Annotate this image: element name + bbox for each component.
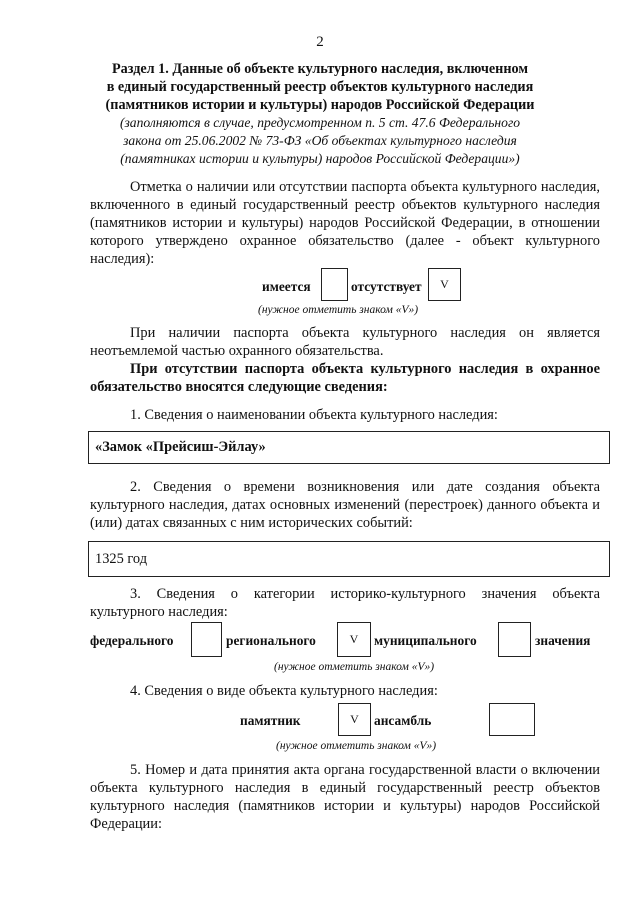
section-title-line: Раздел 1. Данные об объекте культурного наследия, включенном [111,61,528,77]
regional-checkbox[interactable]: V [337,622,371,657]
item4-label: 4. Сведения о виде объекта культурного наследия: [130,683,438,699]
monument-checkbox[interactable]: V [338,703,371,736]
option-present-label: имеется [262,279,311,294]
item3-label: 3. Сведения о категории историко-культурного значения объекта культурного наследия: [90,586,600,620]
section-title [60,60,580,114]
option-monument-label: памятник [240,713,301,728]
present-checkbox[interactable] [321,268,348,301]
creation-date-field[interactable]: 1325 год [88,541,610,577]
object-name-field[interactable]: «Замок «Прейсиш-Эйлау» [88,431,610,464]
option-ensemble-label: ансамбль [374,713,432,728]
federal-checkbox[interactable] [191,622,222,657]
passport-paragraph: Отметка о наличии или отсутствии паспорта объекта культурного наследия, включенного в единый государственный реестр объектов культурного наследия (памятников истории и культуры) народов Российской Федерации, в отношении которого утверждено охранное обязательство (далее - объект культурного наследия): [90,179,600,267]
section-title-line: в единый государственный реестр объектов культурного наследия [106,79,534,95]
passport-absent-paragraph: При отсутствии паспорта объекта культурного наследия в охранное обязательство вносятся следующие сведения: [90,361,600,395]
municipal-checkbox[interactable] [498,622,531,657]
type-note: (нужное отметить знаком «V») [276,740,437,752]
section-title-line: (памятников истории и культуры) народов Российской Федерации [105,97,535,113]
option-regional-label: регионального [226,633,316,648]
absent-checkbox[interactable]: V [428,268,461,301]
item2-label: 2. Сведения о времени возникновения или дате создания объекта культурного наследия, датах основных изменений (перестроек) данного объекта и (или) датах связанных с ним исторических событий: [90,479,600,531]
item5-label: 5. Номер и дата принятия акта органа государственной власти о включении объекта культурного наследия в единый государственный реестр объектов культурного наследия (памятников истории и культуры) народов Российской Федерации: [90,762,600,832]
section-subtitle-line: закона от 25.06.2002 № 73-ФЗ «Об объектах культурного наследия [123,133,517,148]
option-municipal-label: муниципального [374,633,477,648]
item1-label: 1. Сведения о наименовании объекта культурного наследия: [130,407,498,423]
section-subtitle-line: (памятниках истории и культуры) народов Российской Федерации») [120,151,520,166]
category-note: (нужное отметить знаком «V») [274,661,435,673]
ensemble-checkbox[interactable] [489,703,535,736]
passport-note: (нужное отметить знаком «V») [258,304,419,316]
option-federal-label: федерального [90,633,174,648]
page-number: 2 [316,34,324,50]
passport-present-paragraph: При наличии паспорта объекта культурного наследия он является неотъемлемой частью охранного обязательства. [90,325,600,359]
section-subtitle [60,114,580,168]
option-absent-label: отсутствует [351,279,422,294]
section-subtitle-line: (заполняются в случае, предусмотренном п. 5 ст. 47.6 Федерального [119,115,521,130]
significance-suffix: значения [535,633,591,648]
